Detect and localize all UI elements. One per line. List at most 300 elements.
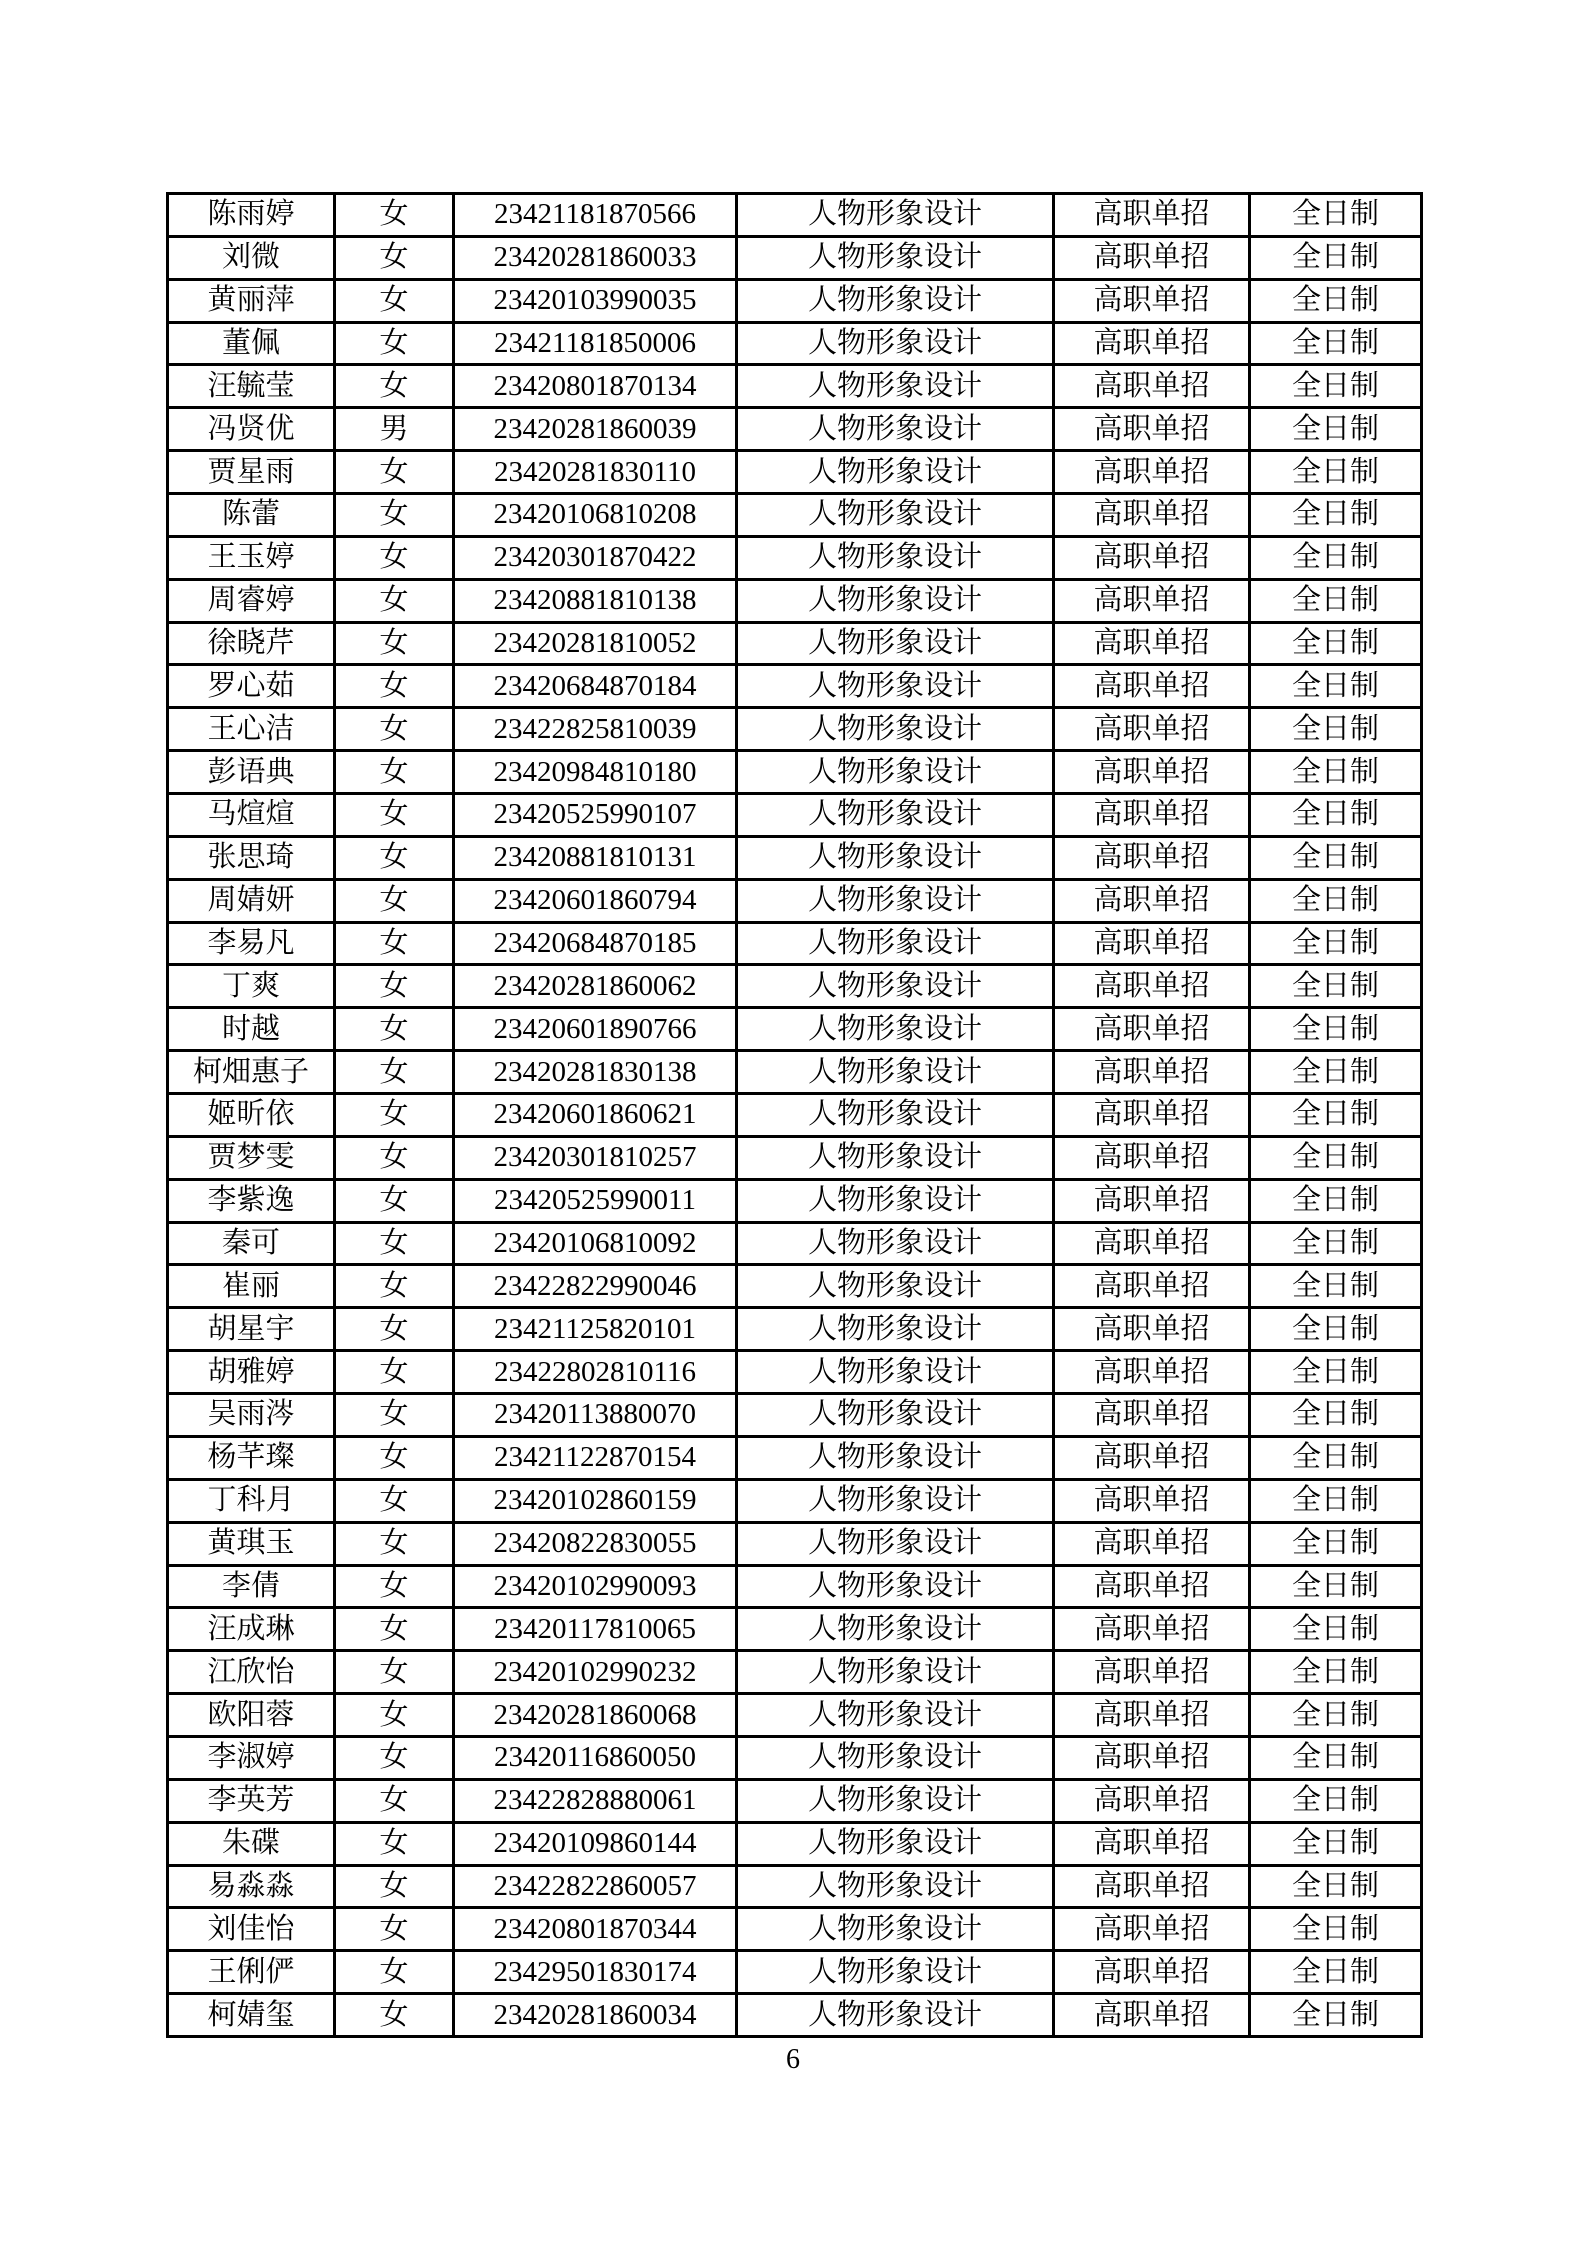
major-cell: 人物形象设计 (737, 751, 1054, 794)
table-row (168, 836, 1422, 879)
exam-id-cell: 23422825810039 (454, 708, 737, 751)
gender-cell: 女 (335, 1094, 454, 1137)
gender-cell: 女 (335, 236, 454, 279)
table-row (168, 536, 1422, 579)
student-name-cell: 王玉婷 (168, 536, 335, 579)
study-mode-cell: 全日制 (1250, 536, 1422, 579)
admission-type-cell: 高职单招 (1054, 365, 1250, 408)
study-mode-cell: 全日制 (1250, 494, 1422, 537)
major-cell: 人物形象设计 (737, 1522, 1054, 1565)
study-mode-cell: 全日制 (1250, 1736, 1422, 1779)
student-name-cell: 易淼淼 (168, 1865, 335, 1908)
study-mode-cell: 全日制 (1250, 365, 1422, 408)
student-name-cell: 冯贤优 (168, 408, 335, 451)
gender-cell: 女 (335, 279, 454, 322)
student-name-cell: 李易凡 (168, 922, 335, 965)
student-name-cell: 张思琦 (168, 836, 335, 879)
student-name-cell: 汪毓莹 (168, 365, 335, 408)
study-mode-cell: 全日制 (1250, 708, 1422, 751)
major-cell: 人物形象设计 (737, 1479, 1054, 1522)
admission-type-cell: 高职单招 (1054, 1008, 1250, 1051)
major-cell: 人物形象设计 (737, 1222, 1054, 1265)
table-row (168, 708, 1422, 751)
exam-id-cell: 23420801870344 (454, 1908, 737, 1951)
major-cell: 人物形象设计 (737, 965, 1054, 1008)
table-row (168, 236, 1422, 279)
gender-cell: 女 (335, 1779, 454, 1822)
admission-type-cell: 高职单招 (1054, 965, 1250, 1008)
major-cell: 人物形象设计 (737, 1094, 1054, 1137)
gender-cell: 女 (335, 1951, 454, 1994)
admission-type-cell: 高职单招 (1054, 1179, 1250, 1222)
student-name-cell: 李紫逸 (168, 1179, 335, 1222)
table-row (168, 794, 1422, 837)
table-row (168, 1179, 1422, 1222)
major-cell: 人物形象设计 (737, 879, 1054, 922)
table-row (168, 1865, 1422, 1908)
table-row (168, 579, 1422, 622)
admission-type-cell: 高职单招 (1054, 1822, 1250, 1865)
major-cell: 人物形象设计 (737, 1179, 1054, 1222)
student-name-cell: 贾星雨 (168, 451, 335, 494)
study-mode-cell: 全日制 (1250, 1394, 1422, 1437)
admission-type-cell: 高职单招 (1054, 236, 1250, 279)
admission-type-cell: 高职单招 (1054, 536, 1250, 579)
major-cell: 人物形象设计 (737, 1436, 1054, 1479)
major-cell: 人物形象设计 (737, 1694, 1054, 1737)
study-mode-cell: 全日制 (1250, 622, 1422, 665)
gender-cell: 女 (335, 1222, 454, 1265)
admission-type-cell: 高职单招 (1054, 1736, 1250, 1779)
exam-id-cell: 23420281830138 (454, 1051, 737, 1094)
major-cell: 人物形象设计 (737, 494, 1054, 537)
major-cell: 人物形象设计 (737, 1822, 1054, 1865)
exam-id-cell: 23420102860159 (454, 1479, 737, 1522)
gender-cell: 女 (335, 1651, 454, 1694)
admission-type-cell: 高职单招 (1054, 1308, 1250, 1351)
page-number: 6 (786, 2044, 800, 2075)
table-row (168, 965, 1422, 1008)
exam-id-cell: 23420116860050 (454, 1736, 737, 1779)
study-mode-cell: 全日制 (1250, 1479, 1422, 1522)
study-mode-cell: 全日制 (1250, 279, 1422, 322)
study-mode-cell: 全日制 (1250, 1351, 1422, 1394)
student-name-cell: 崔丽 (168, 1265, 335, 1308)
gender-cell: 女 (335, 1136, 454, 1179)
gender-cell: 女 (335, 1908, 454, 1951)
exam-id-cell: 23420601860794 (454, 879, 737, 922)
admission-type-cell: 高职单招 (1054, 579, 1250, 622)
study-mode-cell: 全日制 (1250, 1822, 1422, 1865)
table-row (168, 665, 1422, 708)
student-name-cell: 王俐俨 (168, 1951, 335, 1994)
exam-id-cell: 23420117810065 (454, 1608, 737, 1651)
gender-cell: 女 (335, 879, 454, 922)
study-mode-cell: 全日制 (1250, 1608, 1422, 1651)
student-name-cell: 李淑婷 (168, 1736, 335, 1779)
student-name-cell: 陈蕾 (168, 494, 335, 537)
exam-id-cell: 23421181870566 (454, 194, 737, 237)
major-cell: 人物形象设计 (737, 1736, 1054, 1779)
gender-cell: 女 (335, 322, 454, 365)
major-cell: 人物形象设计 (737, 408, 1054, 451)
student-name-cell: 刘佳怡 (168, 1908, 335, 1951)
major-cell: 人物形象设计 (737, 1908, 1054, 1951)
admission-type-cell: 高职单招 (1054, 879, 1250, 922)
exam-id-cell: 23420525990011 (454, 1179, 737, 1222)
admission-type-cell: 高职单招 (1054, 922, 1250, 965)
admission-type-cell: 高职单招 (1054, 1394, 1250, 1437)
student-name-cell: 陈雨婷 (168, 194, 335, 237)
table-row (168, 1351, 1422, 1394)
table-row (168, 879, 1422, 922)
study-mode-cell: 全日制 (1250, 1779, 1422, 1822)
student-name-cell: 丁科月 (168, 1479, 335, 1522)
study-mode-cell: 全日制 (1250, 1865, 1422, 1908)
student-name-cell: 柯婧玺 (168, 1994, 335, 2037)
gender-cell: 女 (335, 579, 454, 622)
study-mode-cell: 全日制 (1250, 236, 1422, 279)
exam-id-cell: 23429501830174 (454, 1951, 737, 1994)
study-mode-cell: 全日制 (1250, 579, 1422, 622)
student-name-cell: 罗心茹 (168, 665, 335, 708)
study-mode-cell: 全日制 (1250, 1094, 1422, 1137)
admission-type-cell: 高职单招 (1054, 1522, 1250, 1565)
major-cell: 人物形象设计 (737, 1051, 1054, 1094)
exam-id-cell: 23422822860057 (454, 1865, 737, 1908)
student-name-cell: 李英芳 (168, 1779, 335, 1822)
study-mode-cell: 全日制 (1250, 1994, 1422, 2037)
exam-id-cell: 23420281810052 (454, 622, 737, 665)
exam-id-cell: 23420106810092 (454, 1222, 737, 1265)
student-name-cell: 刘微 (168, 236, 335, 279)
student-name-cell: 徐晓芹 (168, 622, 335, 665)
study-mode-cell: 全日制 (1250, 879, 1422, 922)
gender-cell: 女 (335, 1608, 454, 1651)
admission-type-cell: 高职单招 (1054, 194, 1250, 237)
gender-cell: 女 (335, 751, 454, 794)
student-name-cell: 彭语典 (168, 751, 335, 794)
table-row (168, 194, 1422, 237)
admission-type-cell: 高职单招 (1054, 751, 1250, 794)
gender-cell: 女 (335, 194, 454, 237)
table-row (168, 1779, 1422, 1822)
gender-cell: 女 (335, 1008, 454, 1051)
table-row (168, 922, 1422, 965)
admission-type-cell: 高职单招 (1054, 1051, 1250, 1094)
admission-type-cell: 高职单招 (1054, 794, 1250, 837)
exam-id-cell: 23420822830055 (454, 1522, 737, 1565)
study-mode-cell: 全日制 (1250, 1565, 1422, 1608)
study-mode-cell: 全日制 (1250, 1908, 1422, 1951)
major-cell: 人物形象设计 (737, 451, 1054, 494)
admission-type-cell: 高职单招 (1054, 622, 1250, 665)
table-row (168, 1094, 1422, 1137)
admission-type-cell: 高职单招 (1054, 1865, 1250, 1908)
student-name-cell: 时越 (168, 1008, 335, 1051)
gender-cell: 女 (335, 1822, 454, 1865)
exam-id-cell: 23420281860039 (454, 408, 737, 451)
study-mode-cell: 全日制 (1250, 322, 1422, 365)
student-name-cell: 胡雅婷 (168, 1351, 335, 1394)
gender-cell: 女 (335, 794, 454, 837)
student-name-cell: 杨芊璨 (168, 1436, 335, 1479)
admission-type-cell: 高职单招 (1054, 1908, 1250, 1951)
student-name-cell: 王心洁 (168, 708, 335, 751)
table-row (168, 751, 1422, 794)
major-cell: 人物形象设计 (737, 1136, 1054, 1179)
gender-cell: 女 (335, 1865, 454, 1908)
student-name-cell: 周婧妍 (168, 879, 335, 922)
major-cell: 人物形象设计 (737, 1565, 1054, 1608)
admission-type-cell: 高职单招 (1054, 279, 1250, 322)
major-cell: 人物形象设计 (737, 279, 1054, 322)
major-cell: 人物形象设计 (737, 708, 1054, 751)
admission-type-cell: 高职单招 (1054, 1265, 1250, 1308)
student-name-cell: 秦可 (168, 1222, 335, 1265)
admission-type-cell: 高职单招 (1054, 1779, 1250, 1822)
admission-type-cell: 高职单招 (1054, 322, 1250, 365)
study-mode-cell: 全日制 (1250, 965, 1422, 1008)
exam-id-cell: 23420281830110 (454, 451, 737, 494)
student-name-cell: 马煊煊 (168, 794, 335, 837)
major-cell: 人物形象设计 (737, 322, 1054, 365)
major-cell: 人物形象设计 (737, 236, 1054, 279)
gender-cell: 女 (335, 665, 454, 708)
admission-type-cell: 高职单招 (1054, 408, 1250, 451)
admission-type-cell: 高职单招 (1054, 1479, 1250, 1522)
exam-id-cell: 23420301810257 (454, 1136, 737, 1179)
gender-cell: 女 (335, 1308, 454, 1351)
exam-id-cell: 23421125820101 (454, 1308, 737, 1351)
study-mode-cell: 全日制 (1250, 451, 1422, 494)
admission-type-cell: 高职单招 (1054, 1565, 1250, 1608)
gender-cell: 女 (335, 494, 454, 537)
gender-cell: 女 (335, 1694, 454, 1737)
major-cell: 人物形象设计 (737, 1351, 1054, 1394)
admission-type-cell: 高职单招 (1054, 1094, 1250, 1137)
table-row (168, 1522, 1422, 1565)
admission-type-cell: 高职单招 (1054, 665, 1250, 708)
table-row (168, 1222, 1422, 1265)
gender-cell: 女 (335, 1436, 454, 1479)
gender-cell: 女 (335, 1994, 454, 2037)
exam-id-cell: 23422822990046 (454, 1265, 737, 1308)
table-row (168, 1436, 1422, 1479)
study-mode-cell: 全日制 (1250, 1694, 1422, 1737)
gender-cell: 女 (335, 1351, 454, 1394)
admission-type-cell: 高职单招 (1054, 451, 1250, 494)
table-row (168, 1394, 1422, 1437)
study-mode-cell: 全日制 (1250, 1265, 1422, 1308)
student-name-cell: 汪成琳 (168, 1608, 335, 1651)
admission-type-cell: 高职单招 (1054, 1436, 1250, 1479)
study-mode-cell: 全日制 (1250, 751, 1422, 794)
exam-id-cell: 23420281860068 (454, 1694, 737, 1737)
gender-cell: 女 (335, 922, 454, 965)
exam-id-cell: 23420281860062 (454, 965, 737, 1008)
study-mode-cell: 全日制 (1250, 1951, 1422, 1994)
exam-id-cell: 23420109860144 (454, 1822, 737, 1865)
student-name-cell: 胡星宇 (168, 1308, 335, 1351)
table-row (168, 494, 1422, 537)
gender-cell: 女 (335, 836, 454, 879)
gender-cell: 女 (335, 1479, 454, 1522)
table-row (168, 1908, 1422, 1951)
table-row (168, 1565, 1422, 1608)
table-row (168, 408, 1422, 451)
major-cell: 人物形象设计 (737, 622, 1054, 665)
exam-id-cell: 23420984810180 (454, 751, 737, 794)
major-cell: 人物形象设计 (737, 922, 1054, 965)
student-name-cell: 李倩 (168, 1565, 335, 1608)
major-cell: 人物形象设计 (737, 794, 1054, 837)
table-row (168, 622, 1422, 665)
table-row (168, 322, 1422, 365)
student-name-cell: 柯畑惠子 (168, 1051, 335, 1094)
major-cell: 人物形象设计 (737, 1608, 1054, 1651)
gender-cell: 女 (335, 1522, 454, 1565)
major-cell: 人物形象设计 (737, 1994, 1054, 2037)
gender-cell: 女 (335, 622, 454, 665)
gender-cell: 女 (335, 1051, 454, 1094)
study-mode-cell: 全日制 (1250, 1308, 1422, 1351)
exam-id-cell: 23420102990093 (454, 1565, 737, 1608)
major-cell: 人物形象设计 (737, 1265, 1054, 1308)
table-row (168, 1994, 1422, 2037)
study-mode-cell: 全日制 (1250, 408, 1422, 451)
exam-id-cell: 23422828880061 (454, 1779, 737, 1822)
exam-id-cell: 23421122870154 (454, 1436, 737, 1479)
exam-id-cell: 23420281860034 (454, 1994, 737, 2037)
admission-type-cell: 高职单招 (1054, 494, 1250, 537)
table-row (168, 1008, 1422, 1051)
gender-cell: 女 (335, 365, 454, 408)
major-cell: 人物形象设计 (737, 1651, 1054, 1694)
student-name-cell: 吴雨涔 (168, 1394, 335, 1437)
major-cell: 人物形象设计 (737, 579, 1054, 622)
study-mode-cell: 全日制 (1250, 1222, 1422, 1265)
gender-cell: 女 (335, 451, 454, 494)
admission-type-cell: 高职单招 (1054, 1951, 1250, 1994)
gender-cell: 女 (335, 708, 454, 751)
gender-cell: 女 (335, 1179, 454, 1222)
exam-id-cell: 23420684870185 (454, 922, 737, 965)
study-mode-cell: 全日制 (1250, 1051, 1422, 1094)
student-name-cell: 江欣怡 (168, 1651, 335, 1694)
study-mode-cell: 全日制 (1250, 836, 1422, 879)
major-cell: 人物形象设计 (737, 1394, 1054, 1437)
study-mode-cell: 全日制 (1250, 922, 1422, 965)
exam-id-cell: 23420684870184 (454, 665, 737, 708)
exam-id-cell: 23420103990035 (454, 279, 737, 322)
table-row (168, 1736, 1422, 1779)
student-name-cell: 董佩 (168, 322, 335, 365)
admission-type-cell: 高职单招 (1054, 1608, 1250, 1651)
table-row (168, 1694, 1422, 1737)
study-mode-cell: 全日制 (1250, 1008, 1422, 1051)
student-name-cell: 丁爽 (168, 965, 335, 1008)
gender-cell: 女 (335, 965, 454, 1008)
study-mode-cell: 全日制 (1250, 1179, 1422, 1222)
major-cell: 人物形象设计 (737, 665, 1054, 708)
roster-body (168, 194, 1422, 2037)
exam-id-cell: 23420881810131 (454, 836, 737, 879)
admission-type-cell: 高职单招 (1054, 1994, 1250, 2037)
gender-cell: 女 (335, 1736, 454, 1779)
table-row (168, 1308, 1422, 1351)
exam-id-cell: 23420281860033 (454, 236, 737, 279)
student-name-cell: 欧阳蓉 (168, 1694, 335, 1737)
student-name-cell: 朱碟 (168, 1822, 335, 1865)
table-row (168, 1951, 1422, 1994)
study-mode-cell: 全日制 (1250, 1436, 1422, 1479)
study-mode-cell: 全日制 (1250, 665, 1422, 708)
exam-id-cell: 23421181850006 (454, 322, 737, 365)
major-cell: 人物形象设计 (737, 1865, 1054, 1908)
gender-cell: 女 (335, 1565, 454, 1608)
exam-id-cell: 23420113880070 (454, 1394, 737, 1437)
major-cell: 人物形象设计 (737, 536, 1054, 579)
study-mode-cell: 全日制 (1250, 1136, 1422, 1179)
student-name-cell: 周睿婷 (168, 579, 335, 622)
admission-type-cell: 高职单招 (1054, 1222, 1250, 1265)
major-cell: 人物形象设计 (737, 1008, 1054, 1051)
exam-id-cell: 23420601890766 (454, 1008, 737, 1051)
table-row (168, 1608, 1422, 1651)
major-cell: 人物形象设计 (737, 1308, 1054, 1351)
admission-type-cell: 高职单招 (1054, 1694, 1250, 1737)
gender-cell: 男 (335, 408, 454, 451)
admission-type-cell: 高职单招 (1054, 708, 1250, 751)
exam-id-cell: 23420525990107 (454, 794, 737, 837)
student-name-cell: 黄丽萍 (168, 279, 335, 322)
exam-id-cell: 23420601860621 (454, 1094, 737, 1137)
exam-id-cell: 23420102990232 (454, 1651, 737, 1694)
admission-type-cell: 高职单招 (1054, 1651, 1250, 1694)
study-mode-cell: 全日制 (1250, 1651, 1422, 1694)
student-name-cell: 姬昕依 (168, 1094, 335, 1137)
table-row (168, 1822, 1422, 1865)
table-row (168, 1651, 1422, 1694)
exam-id-cell: 23420801870134 (454, 365, 737, 408)
student-name-cell: 贾梦雯 (168, 1136, 335, 1179)
admission-type-cell: 高职单招 (1054, 836, 1250, 879)
gender-cell: 女 (335, 1394, 454, 1437)
table-row (168, 451, 1422, 494)
table-row (168, 365, 1422, 408)
table-row (168, 1265, 1422, 1308)
exam-id-cell: 23422802810116 (454, 1351, 737, 1394)
major-cell: 人物形象设计 (737, 194, 1054, 237)
table-row (168, 279, 1422, 322)
gender-cell: 女 (335, 1265, 454, 1308)
study-mode-cell: 全日制 (1250, 194, 1422, 237)
table-row (168, 1051, 1422, 1094)
exam-id-cell: 23420301870422 (454, 536, 737, 579)
admission-type-cell: 高职单招 (1054, 1351, 1250, 1394)
table-row (168, 1479, 1422, 1522)
major-cell: 人物形象设计 (737, 1779, 1054, 1822)
study-mode-cell: 全日制 (1250, 794, 1422, 837)
gender-cell: 女 (335, 536, 454, 579)
exam-id-cell: 23420106810208 (454, 494, 737, 537)
student-roster-table (166, 192, 1423, 2038)
major-cell: 人物形象设计 (737, 836, 1054, 879)
table-row (168, 1136, 1422, 1179)
study-mode-cell: 全日制 (1250, 1522, 1422, 1565)
major-cell: 人物形象设计 (737, 365, 1054, 408)
